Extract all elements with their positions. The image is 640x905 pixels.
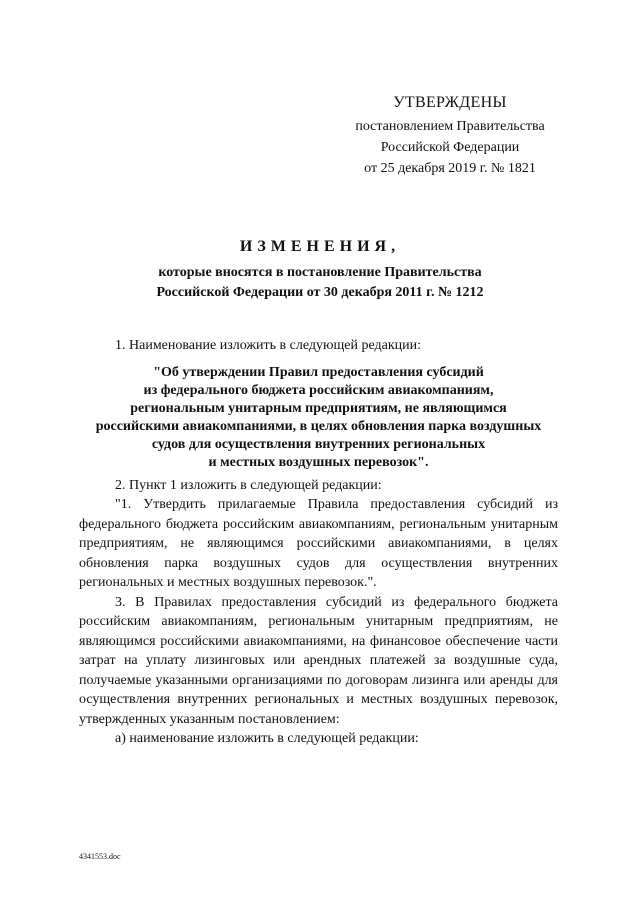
paragraph-1: 1. Наименование изложить в следующей редакции: [115, 338, 421, 353]
quote-line: из федерального бюджета российским авиакомпаниям, [143, 382, 494, 398]
quote-line: "Об утверждении Правил предоставления субсидий [153, 364, 484, 380]
subtitle-line-1: которые вносятся в постановление Правительства [158, 265, 482, 280]
approval-stamp [340, 92, 560, 179]
quote-line: региональным унитарным предприятиям, не являющимся [130, 400, 507, 416]
approved-line-1: постановлением Правительства [355, 119, 545, 134]
document-subtitle [70, 263, 570, 303]
quote-line: и местных воздушных перевозок". [208, 454, 429, 470]
approved-line-3: от 25 декабря 2019 г. № 1821 [364, 161, 536, 176]
document-body [79, 336, 558, 749]
paragraph-3a: а) наименование изложить в следующей редакции: [115, 731, 419, 746]
quote-line: российскими авиакомпаниями, в целях обновления парка воздушных [95, 418, 542, 434]
approved-line-2: Российской Федерации [380, 140, 520, 155]
subtitle-line-2: Российской Федерации от 30 декабря 2011 г. № 1212 [156, 285, 484, 300]
approved-title: УТВЕРЖДЕНЫ [393, 94, 507, 111]
quote-title-block [79, 364, 558, 472]
paragraph-2-quote: "1. Утвердить прилагаемые Правила предоставления субсидий из федерального бюджета российским авиакомпаниям, региональным унитарным предприятиям, не являющимся российскими авиакомпаниями, в целях обновления парка воздушных судов для осуществления внутренних региональных и местных воздушных перевозок.". [79, 497, 558, 590]
quote-line: судов для осуществления внутренних региональных [151, 436, 486, 452]
document-title: ИЗМЕНЕНИЯ, [239, 238, 401, 255]
paragraph-2: 2. Пункт 1 изложить в следующей редакции: [115, 477, 382, 493]
paragraph-3: 3. В Правилах предоставления субсидий из федерального бюджета российским авиакомпаниям, региональным унитарным предприятиям, не являющимся российскими авиакомпаниями, на финансовое обеспечение части затрат на уплату лизинговых или арендных платежей за воздушные суда, получаемые указанными организациями по договорам лизинга или аренды для осуществления внутренних региональных и местных воздушных перевозок, утвержденных указанным постановлением: [79, 594, 558, 727]
document-id: 4341553.doc [79, 852, 121, 861]
